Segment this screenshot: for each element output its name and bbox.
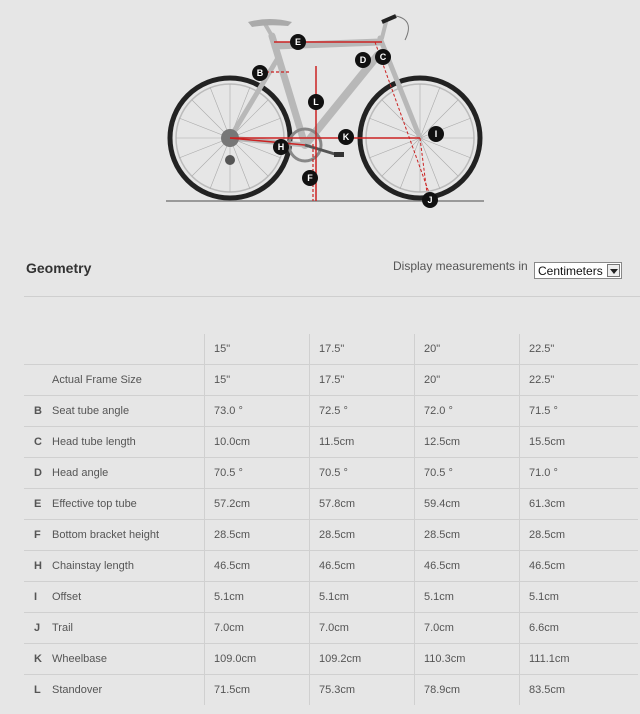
row-value: 6.6cm: [520, 613, 638, 644]
row-label: Actual Frame Size: [52, 365, 205, 396]
row-value: 46.5cm: [415, 551, 520, 582]
header-size-2: 20": [415, 334, 520, 365]
row-letter: K: [24, 644, 52, 675]
saddle: [248, 19, 292, 27]
row-value: 109.2cm: [310, 644, 415, 675]
row-value: 111.1cm: [520, 644, 638, 675]
row-value: 10.0cm: [205, 427, 310, 458]
row-value: 7.0cm: [205, 613, 310, 644]
row-value: 73.0 °: [205, 396, 310, 427]
row-value: 71.0 °: [520, 458, 638, 489]
row-value: 72.5 °: [310, 396, 415, 427]
units-selected-value: Centimeters: [538, 264, 603, 278]
marker-label-B: B: [256, 68, 264, 78]
row-letter: C: [24, 427, 52, 458]
units-label: Display measurements in: [393, 259, 528, 273]
chevron-down-icon[interactable]: [607, 264, 620, 277]
marker-label-C: C: [379, 52, 387, 62]
row-value: 28.5cm: [310, 520, 415, 551]
row-value: 28.5cm: [415, 520, 520, 551]
table-row: [24, 644, 638, 675]
row-value: 71.5cm: [205, 675, 310, 706]
row-value: 72.0 °: [415, 396, 520, 427]
section-divider: [24, 296, 640, 297]
row-letter: J: [24, 613, 52, 644]
row-value: 5.1cm: [415, 582, 520, 613]
marker-label-H: H: [277, 142, 285, 152]
row-value: 61.3cm: [520, 489, 638, 520]
table-row: [24, 427, 638, 458]
row-label: Head angle: [52, 458, 205, 489]
row-value: 46.5cm: [310, 551, 415, 582]
marker-label-E: E: [294, 37, 302, 47]
bike-geometry-diagram: [160, 10, 490, 210]
row-value: 5.1cm: [520, 582, 638, 613]
row-value: 70.5 °: [310, 458, 415, 489]
table-row: [24, 489, 638, 520]
row-value: 5.1cm: [205, 582, 310, 613]
row-label: Trail: [52, 613, 205, 644]
row-letter: I: [24, 582, 52, 613]
row-value: 5.1cm: [310, 582, 415, 613]
row-value: 57.2cm: [205, 489, 310, 520]
row-value: 57.8cm: [310, 489, 415, 520]
row-value: 17.5": [310, 365, 415, 396]
row-value: 20": [415, 365, 520, 396]
row-label: Seat tube angle: [52, 396, 205, 427]
row-value: 7.0cm: [415, 613, 520, 644]
table-row: [24, 458, 638, 489]
table-row: [24, 582, 638, 613]
marker-label-K: K: [342, 132, 350, 142]
marker-label-I: I: [434, 129, 438, 139]
row-value: 46.5cm: [205, 551, 310, 582]
row-value: 78.9cm: [415, 675, 520, 706]
row-letter: D: [24, 458, 52, 489]
header-label-cell: [52, 334, 205, 365]
row-value: 12.5cm: [415, 427, 520, 458]
row-label: Head tube length: [52, 427, 205, 458]
row-value: 46.5cm: [520, 551, 638, 582]
row-letter: L: [34, 684, 41, 696]
marker-label-J: J: [427, 195, 433, 205]
geometry-table: [24, 334, 638, 705]
row-label: Effective top tube: [52, 489, 205, 520]
table-row: [24, 551, 638, 582]
row-value: 75.3cm: [310, 675, 415, 706]
row-letter: H: [24, 551, 52, 582]
row-value: 71.5 °: [520, 396, 638, 427]
row-value: 28.5cm: [520, 520, 638, 551]
table-row: [24, 675, 638, 706]
row-label: Chainstay length: [52, 551, 205, 582]
row-value: 15": [205, 365, 310, 396]
table-row: [24, 613, 638, 644]
row-value: 11.5cm: [310, 427, 415, 458]
row-label: Standover: [52, 684, 103, 696]
row-letter: [24, 365, 52, 396]
header-size-0: 15": [205, 334, 310, 365]
row-value: 70.5 °: [205, 458, 310, 489]
marker-label-L: L: [313, 97, 319, 107]
geometry-title: Geometry: [26, 260, 92, 276]
row-value: 22.5": [520, 365, 638, 396]
table-row: [24, 520, 638, 551]
table-row: [24, 365, 638, 396]
table-header-row: [24, 334, 638, 365]
row-letter: F: [24, 520, 52, 551]
header-letter-cell: [24, 334, 52, 365]
row-value: 28.5cm: [205, 520, 310, 551]
header-size-3: 22.5": [520, 334, 638, 365]
row-label: Offset: [52, 582, 205, 613]
row-value: 83.5cm: [520, 675, 638, 706]
row-value: 15.5cm: [520, 427, 638, 458]
row-value: 7.0cm: [310, 613, 415, 644]
row-letter: B: [24, 396, 52, 427]
row-label: Bottom bracket height: [52, 520, 205, 551]
marker-label-D: D: [359, 55, 367, 65]
marker-label-F: F: [307, 173, 313, 183]
row-label: Wheelbase: [52, 644, 205, 675]
row-value: 70.5 °: [415, 458, 520, 489]
header-size-1: 17.5": [310, 334, 415, 365]
row-letter: E: [24, 489, 52, 520]
row-value: 109.0cm: [205, 644, 310, 675]
handlebar: [382, 16, 396, 22]
table-row: [24, 396, 638, 427]
row-value: 59.4cm: [415, 489, 520, 520]
row-value: 110.3cm: [415, 644, 520, 675]
units-select[interactable]: [534, 262, 622, 279]
